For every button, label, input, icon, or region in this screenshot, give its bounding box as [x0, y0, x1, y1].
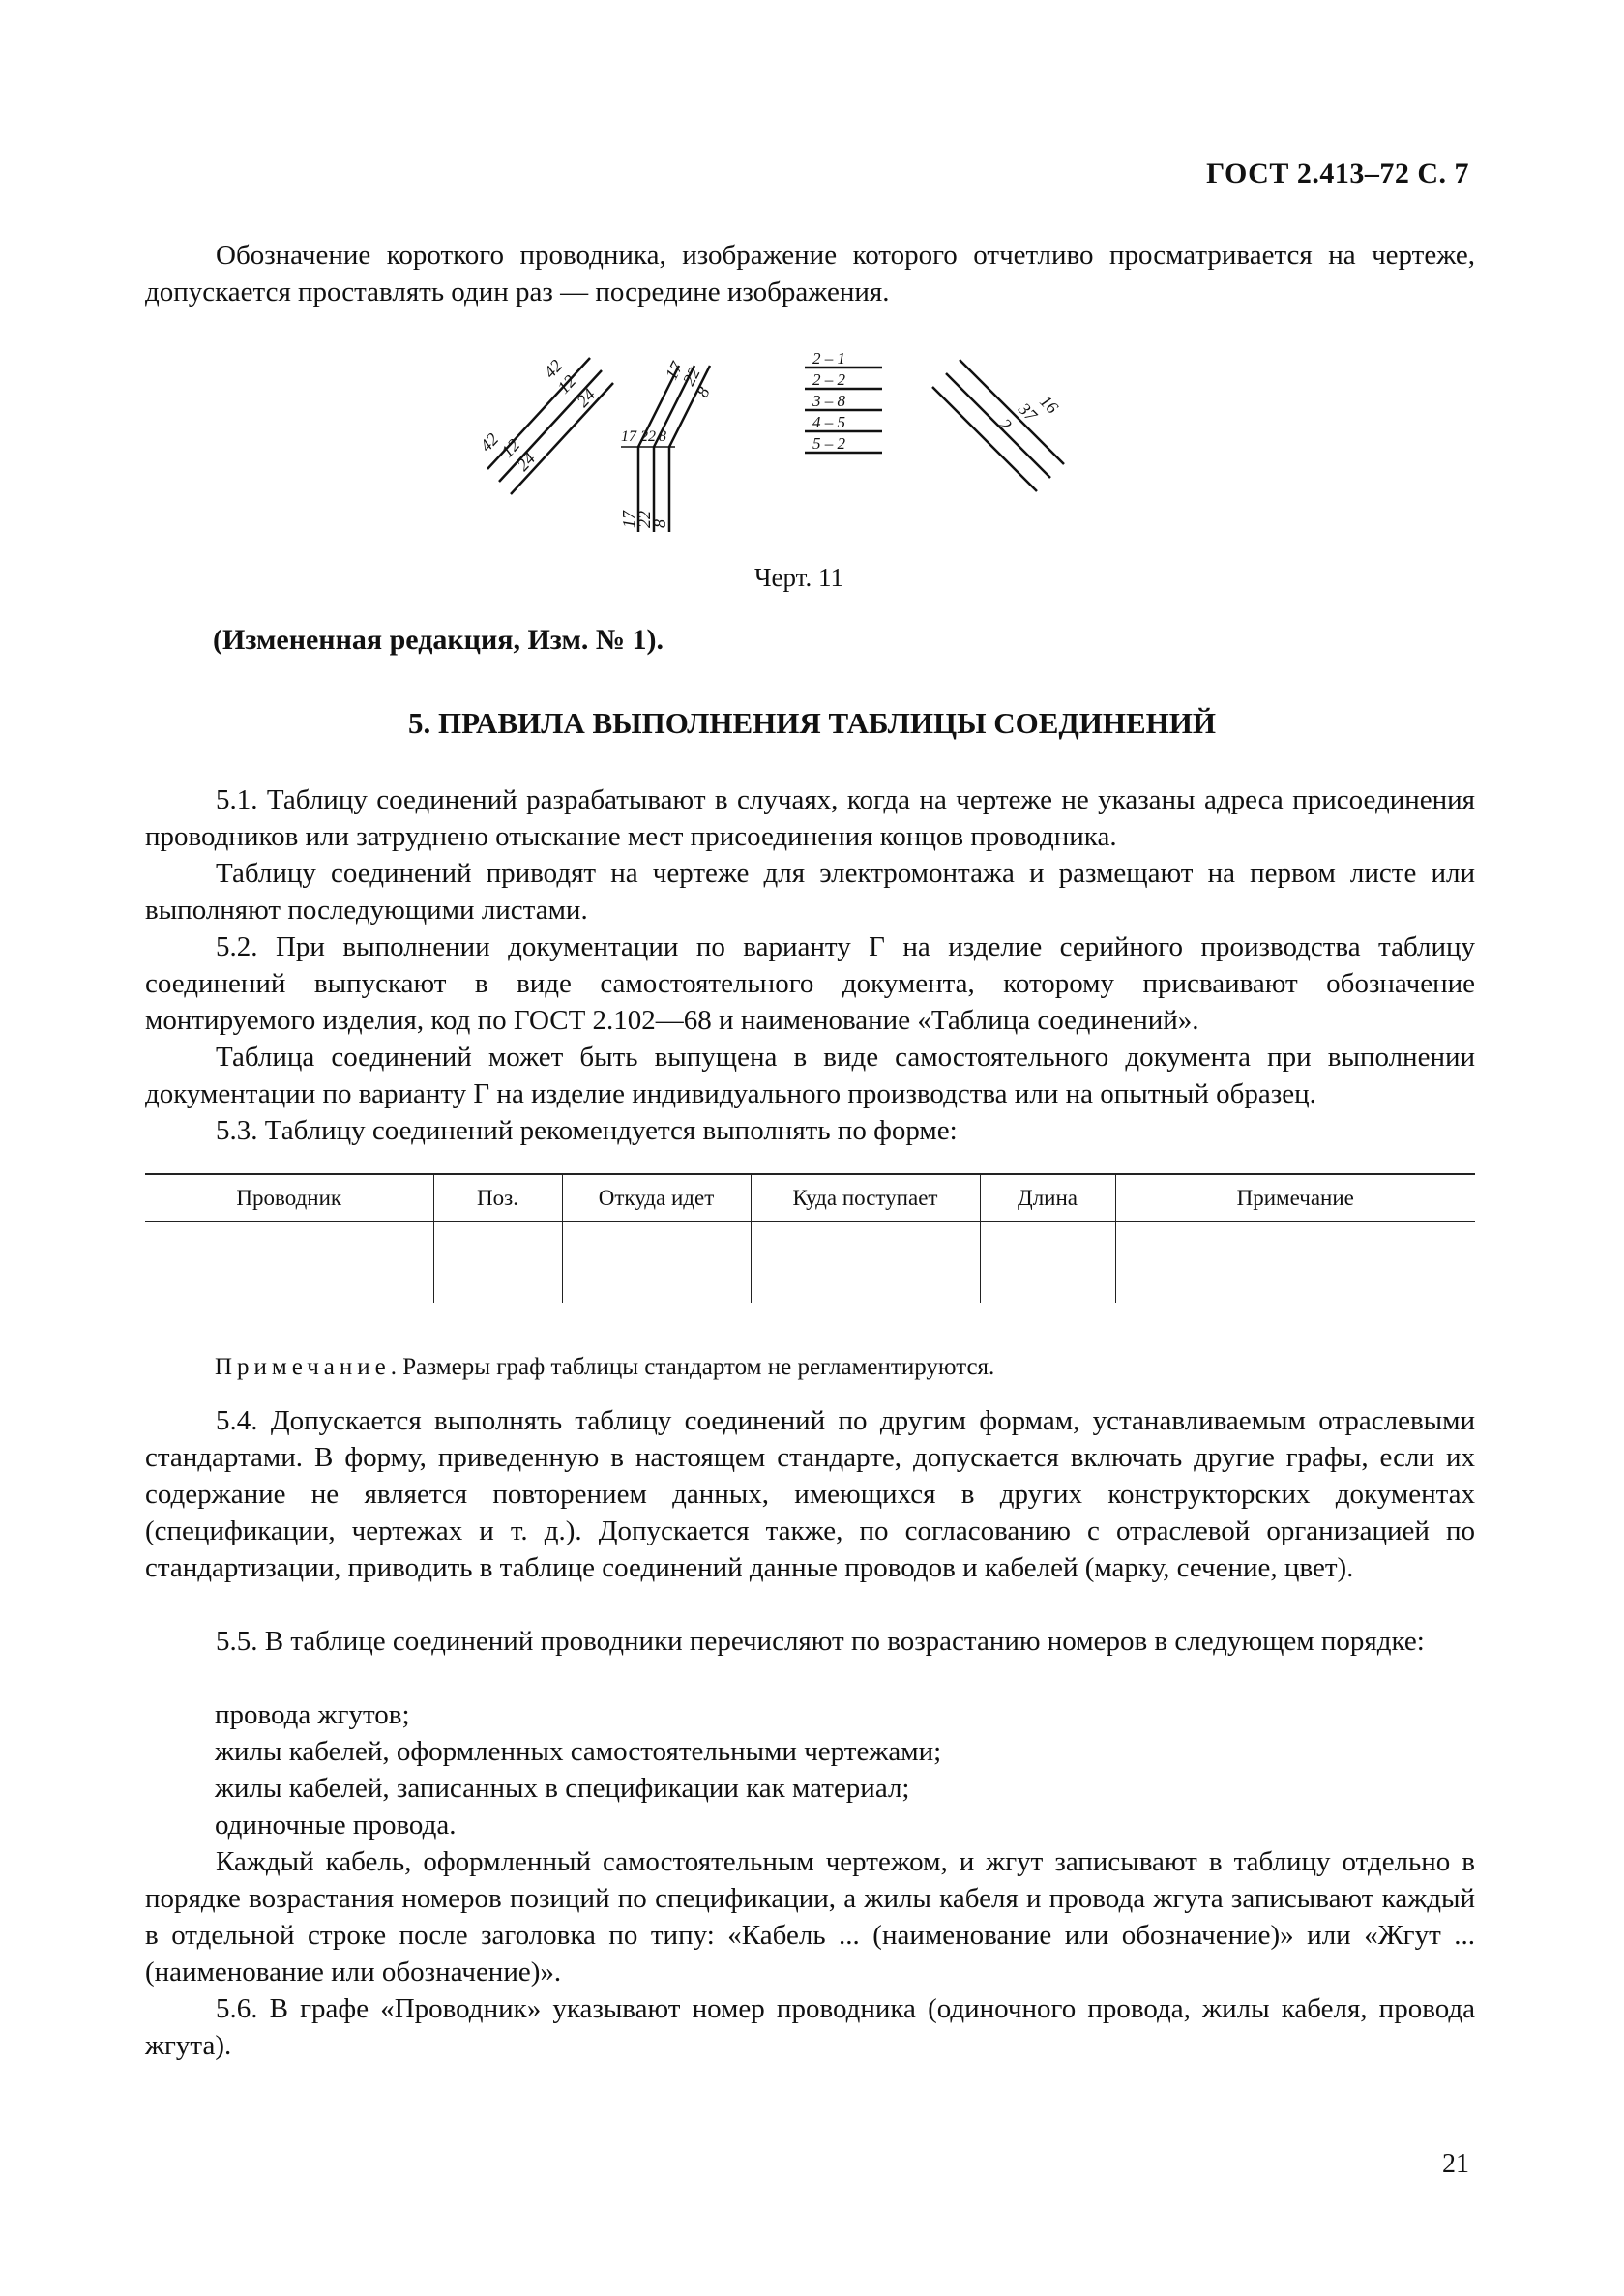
label-d3: 2 — [995, 414, 1016, 435]
list-item: одиночные провода. — [215, 1810, 457, 1840]
table-row — [145, 1222, 1475, 1304]
label-a-top2: 12 — [553, 370, 580, 397]
wire-d3 — [932, 387, 1037, 491]
col-header-length: Длина — [980, 1174, 1115, 1222]
label-b-bot3: 8 — [650, 519, 669, 528]
label-c3: 3 – 8 — [812, 392, 845, 410]
label-b-mid1: 17 — [621, 428, 636, 445]
paragraph-5-3: 5.3. Таблицу соединений рекомендуется выполнять по форме: — [216, 1115, 958, 1146]
wire-marking-figure — [464, 339, 1122, 542]
wire-a3 — [511, 383, 613, 494]
label-c2: 2 – 2 — [812, 370, 845, 389]
paragraph-5-4: 5.4. Допускается выполнять таблицу соединений по другим формам, устанавливаемым отраслевыми стандартами. В форму, приведенную в настоящем стандарте, допускается включать другие графы, если их содержание не является повторением данных, имеющихся в других конструкторских документах (спецификации, чертежах и т. д.). Допускается также, по согласованию с отраслевой организацией по стандартизации, приводить в таблице соединений данные проводов и кабелей (марку, сечение, цвет). — [145, 1405, 1475, 1583]
label-a-bottom1: 42 — [476, 428, 503, 456]
note-text: . Размеры граф таблицы стандартом не регламентируются. — [390, 1354, 995, 1380]
label-a-top: 42 — [540, 355, 567, 382]
table-header-row — [145, 1174, 1475, 1222]
paragraph-5-6: 5.6. В графе «Проводник» указывают номер проводника (одиночного провода, жилы кабеля, провода жгута). — [145, 1993, 1475, 2061]
col-header-position: Поз. — [433, 1174, 562, 1222]
label-b-bot1: 17 — [619, 511, 638, 528]
list-item: жилы кабелей, записанных в спецификации как материал; — [215, 1773, 910, 1804]
label-b-mid3: 8 — [659, 428, 666, 445]
label-a-top3: 24 — [573, 384, 600, 411]
document-header: ГОСТ 2.413–72 С. 7 — [1206, 158, 1469, 190]
connections-table-form — [145, 1173, 1475, 1303]
label-c4: 4 – 5 — [812, 413, 845, 431]
table-note — [215, 1354, 994, 1381]
list-item: провода жгутов; — [215, 1699, 410, 1730]
label-d2: 37 — [1015, 398, 1042, 426]
wire-b2 — [654, 366, 694, 532]
col-header-from: Откуда идет — [562, 1174, 751, 1222]
label-b-bot2: 22 — [635, 511, 654, 528]
list-item: жилы кабелей, оформленных самостоятельными чертежами; — [215, 1736, 942, 1767]
col-header-to: Куда поступает — [751, 1174, 980, 1222]
page-number: 21 — [1442, 2149, 1469, 2179]
paragraph-5-2: 5.2. При выполнении документации по варианту Г на изделие серийного производства таблицу соединений выпускают в виде самостоятельного документа, которому присваивают обозначение монтируемого изделия, код по ГОСТ 2.102—68 и наименование «Таблица соединений». — [145, 931, 1475, 1036]
figure-caption: Черт. 11 — [754, 563, 843, 592]
intro-paragraph: Обозначение короткого проводника, изображение которого отчетливо просматривается на чертеже, допускается проставлять один раз — посредине изображения. — [145, 240, 1475, 308]
paragraph-5-1: 5.1. Таблицу соединений разрабатывают в случаях, когда на чертеже не указаны адреса присоединения проводников или затруднено отыскание мест присоединения концов проводника. — [145, 784, 1475, 852]
label-b-mid2: 22 — [640, 428, 656, 445]
label-b-top1: 17 — [661, 358, 687, 383]
wire-b1 — [638, 366, 679, 532]
paragraph-5-1b: Таблицу соединений приводят на чертеже для электромонтажа и размещают на первом листе или выполняют последующими листами. — [145, 858, 1475, 926]
paragraph-5-5: 5.5. В таблице соединений проводники перечисляют по возрастанию номеров в следующем порядке: — [216, 1626, 1425, 1657]
label-c5: 5 – 2 — [812, 434, 845, 453]
label-a-bottom2: 12 — [497, 434, 524, 461]
col-header-note: Примечание — [1115, 1174, 1475, 1222]
label-b-top2: 22 — [678, 364, 704, 389]
paragraph-5-2b: Таблица соединений может быть выпущена в виде самостоятельного документа при выполнении документации по варианту Г на изделие индивидуального производства или на опытный образец. — [145, 1042, 1475, 1109]
paragraph-5-5b: Каждый кабель, оформленный самостоятельным чертежом, и жгут записывают в таблицу отдельно в порядке возрастания номеров позиций по спецификации, а жилы кабеля и провода жгута записывают каждый в отдельной строке после заголовка по типу: «Кабель ... (наименование или обозначение)» или «Жгут ... (наименование или обозначение)». — [145, 1846, 1475, 1987]
col-header-conductor: Проводник — [145, 1174, 433, 1222]
changed-edition-note: (Измененная редакция, Изм. № 1). — [213, 624, 664, 656]
label-c1: 2 – 1 — [812, 349, 845, 368]
label-d1: 16 — [1036, 391, 1063, 418]
label-a-bottom3: 24 — [513, 448, 540, 475]
section-title: 5. ПРАВИЛА ВЫПОЛНЕНИЯ ТАБЛИЦЫ СОЕДИНЕНИЙ — [407, 706, 1217, 740]
note-label: Примечание — [215, 1354, 391, 1380]
label-b-top3: 8 — [692, 383, 714, 400]
